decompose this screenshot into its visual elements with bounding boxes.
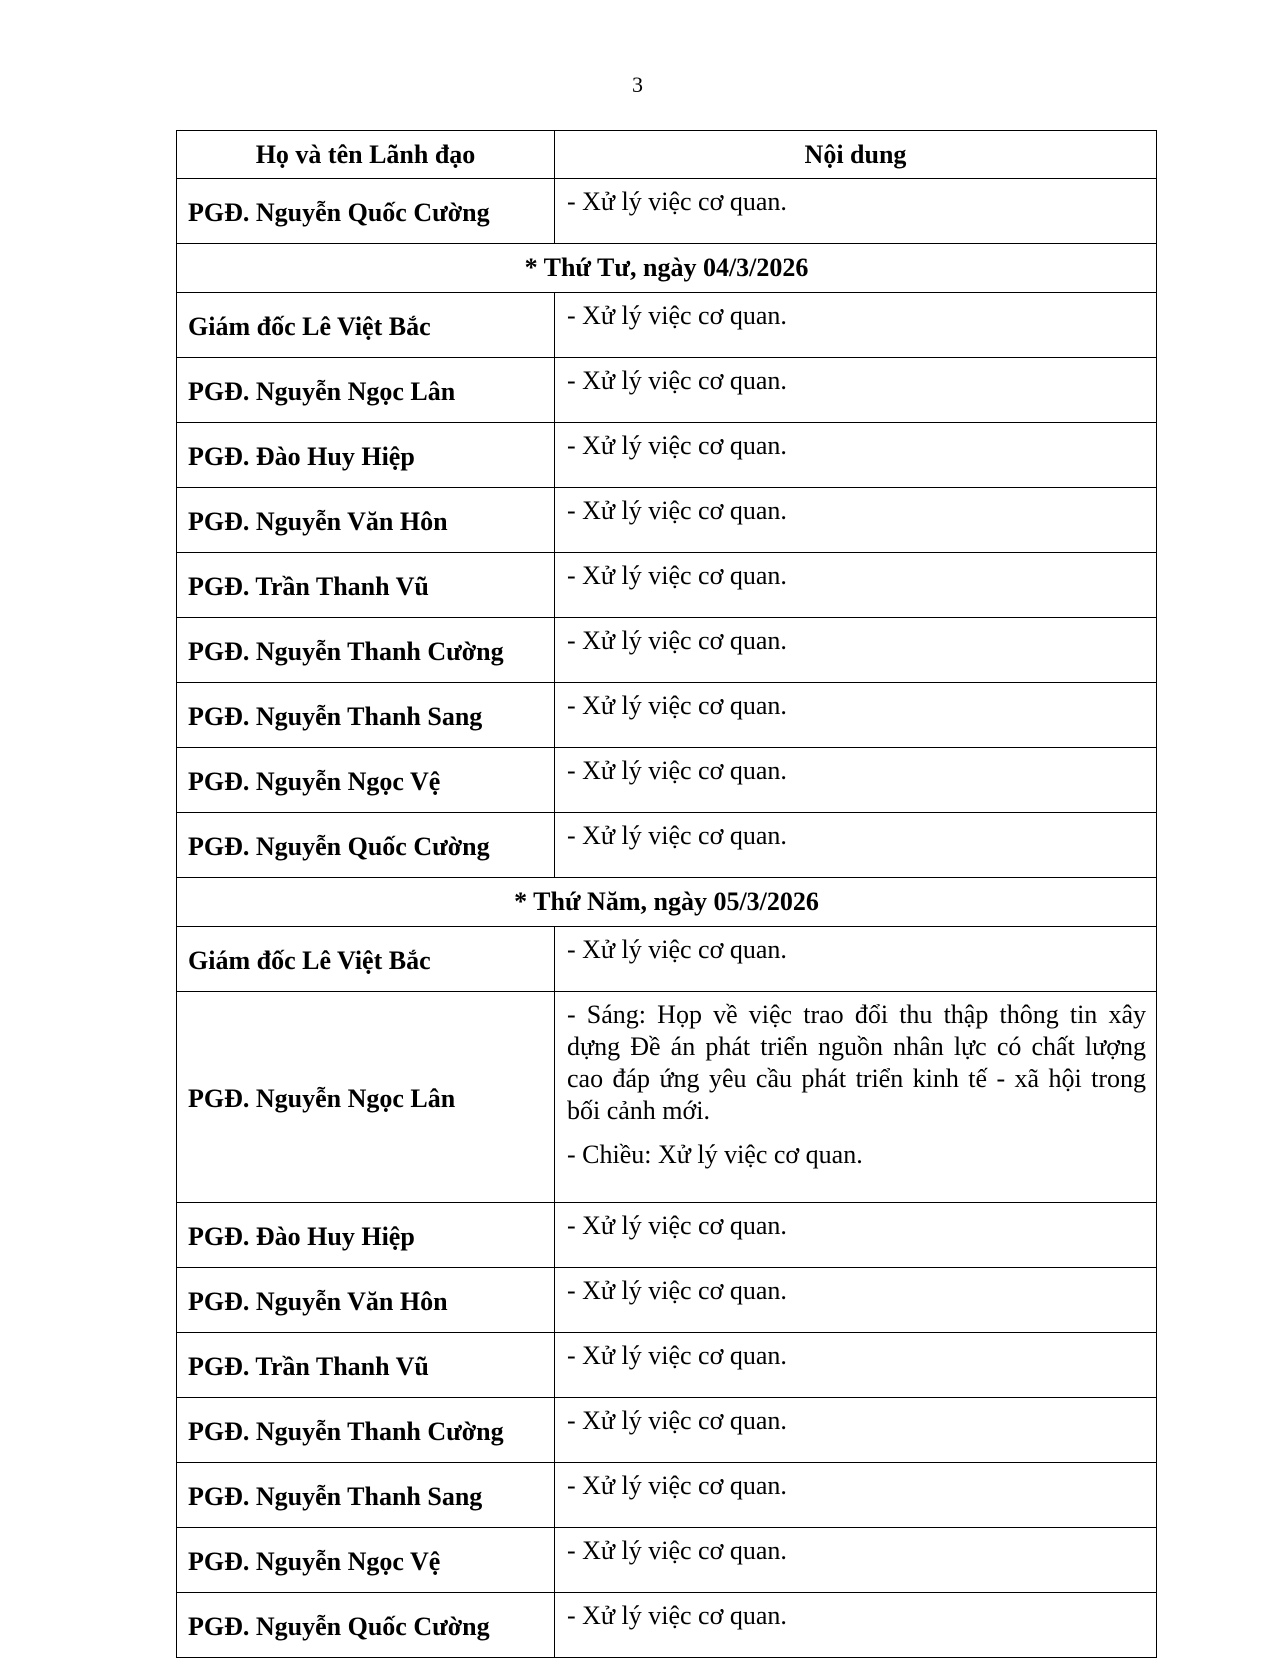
task-content <box>555 813 1157 878</box>
table-body <box>177 179 1157 1658</box>
task-line: - Sáng: Họp về việc trao đổi thu thập thông tin xây dựng Đề án phát triển nguồn nhân lực có chất lượng cao đáp ứng yêu cầu phát triển kinh tế - xã hội trong bối cảnh mới. <box>567 1000 1146 1125</box>
task-line: - Chiều: Xử lý việc cơ quan. <box>567 1140 863 1169</box>
task-line: - Xử lý việc cơ quan. <box>567 935 787 964</box>
task-content <box>555 618 1157 683</box>
table-row <box>177 1593 1157 1658</box>
table-row <box>177 748 1157 813</box>
table-row <box>177 488 1157 553</box>
day-heading-row <box>177 244 1157 293</box>
table-row <box>177 1203 1157 1268</box>
page-number: 3 <box>632 72 643 97</box>
leader-name: PGĐ. Nguyễn Thanh Sang <box>177 1463 555 1528</box>
leader-name: PGĐ. Nguyễn Ngọc Vệ <box>177 748 555 813</box>
leader-name: PGĐ. Đào Huy Hiệp <box>177 423 555 488</box>
leader-name: PGĐ. Nguyễn Quốc Cường <box>177 179 555 244</box>
task-line: - Xử lý việc cơ quan. <box>567 691 787 720</box>
task-line: - Xử lý việc cơ quan. <box>567 1341 787 1370</box>
task-content <box>555 1593 1157 1658</box>
task-content <box>555 423 1157 488</box>
task-line: - Xử lý việc cơ quan. <box>567 431 787 460</box>
table-header-row <box>177 131 1157 179</box>
task-content <box>555 179 1157 244</box>
leader-name: PGĐ. Đào Huy Hiệp <box>177 1203 555 1268</box>
task-content <box>555 553 1157 618</box>
task-content <box>555 1463 1157 1528</box>
day-heading: * Thứ Tư, ngày 04/3/2026 <box>177 244 1157 293</box>
task-content <box>555 992 1157 1203</box>
task-content <box>555 927 1157 992</box>
table-row <box>177 1333 1157 1398</box>
leader-name: Giám đốc Lê Việt Bắc <box>177 293 555 358</box>
table-row <box>177 618 1157 683</box>
day-heading: * Thứ Năm, ngày 05/3/2026 <box>177 878 1157 927</box>
table-row <box>177 553 1157 618</box>
table-row <box>177 293 1157 358</box>
task-content <box>555 1203 1157 1268</box>
day-heading-row <box>177 878 1157 927</box>
task-line: - Xử lý việc cơ quan. <box>567 1276 787 1305</box>
task-line: - Xử lý việc cơ quan. <box>567 1211 787 1240</box>
leader-name: PGĐ. Nguyễn Thanh Sang <box>177 683 555 748</box>
table-row <box>177 1528 1157 1593</box>
task-line: - Xử lý việc cơ quan. <box>567 821 787 850</box>
table-row <box>177 683 1157 748</box>
leader-name: PGĐ. Nguyễn Ngọc Lân <box>177 992 555 1203</box>
leader-name: PGĐ. Nguyễn Quốc Cường <box>177 1593 555 1658</box>
task-content <box>555 1268 1157 1333</box>
leader-name: PGĐ. Trần Thanh Vũ <box>177 1333 555 1398</box>
leader-name: PGĐ. Nguyễn Thanh Cường <box>177 618 555 683</box>
table-row <box>177 813 1157 878</box>
table-row <box>177 1398 1157 1463</box>
header-name: Họ và tên Lãnh đạo <box>177 131 555 179</box>
task-content <box>555 1398 1157 1463</box>
table-row <box>177 927 1157 992</box>
task-line: - Xử lý việc cơ quan. <box>567 1406 787 1435</box>
task-line: - Xử lý việc cơ quan. <box>567 1471 787 1500</box>
task-line: - Xử lý việc cơ quan. <box>567 187 787 216</box>
task-content <box>555 748 1157 813</box>
task-content <box>555 1333 1157 1398</box>
task-content <box>555 1528 1157 1593</box>
table-row <box>177 1463 1157 1528</box>
task-line: - Xử lý việc cơ quan. <box>567 496 787 525</box>
task-line: - Xử lý việc cơ quan. <box>567 1601 787 1630</box>
leader-name: Giám đốc Lê Việt Bắc <box>177 927 555 992</box>
leader-schedule-table <box>176 130 1157 1658</box>
task-line: - Xử lý việc cơ quan. <box>567 366 787 395</box>
task-content <box>555 293 1157 358</box>
leader-name: PGĐ. Nguyễn Ngọc Vệ <box>177 1528 555 1593</box>
leader-name: PGĐ. Nguyễn Văn Hôn <box>177 488 555 553</box>
task-line: - Xử lý việc cơ quan. <box>567 561 787 590</box>
leader-name: PGĐ. Nguyễn Văn Hôn <box>177 1268 555 1333</box>
task-content <box>555 358 1157 423</box>
task-line: - Xử lý việc cơ quan. <box>567 1536 787 1565</box>
leader-name: PGĐ. Nguyễn Ngọc Lân <box>177 358 555 423</box>
header-content: Nội dung <box>555 131 1157 179</box>
table-row <box>177 992 1157 1203</box>
leader-name: PGĐ. Trần Thanh Vũ <box>177 553 555 618</box>
table-row <box>177 423 1157 488</box>
task-line: - Xử lý việc cơ quan. <box>567 756 787 785</box>
leader-name: PGĐ. Nguyễn Thanh Cường <box>177 1398 555 1463</box>
task-content <box>555 683 1157 748</box>
leader-name: PGĐ. Nguyễn Quốc Cường <box>177 813 555 878</box>
table-row <box>177 358 1157 423</box>
table-row <box>177 1268 1157 1333</box>
table-row <box>177 179 1157 244</box>
task-content <box>555 488 1157 553</box>
task-line: - Xử lý việc cơ quan. <box>567 301 787 330</box>
task-line: - Xử lý việc cơ quan. <box>567 626 787 655</box>
